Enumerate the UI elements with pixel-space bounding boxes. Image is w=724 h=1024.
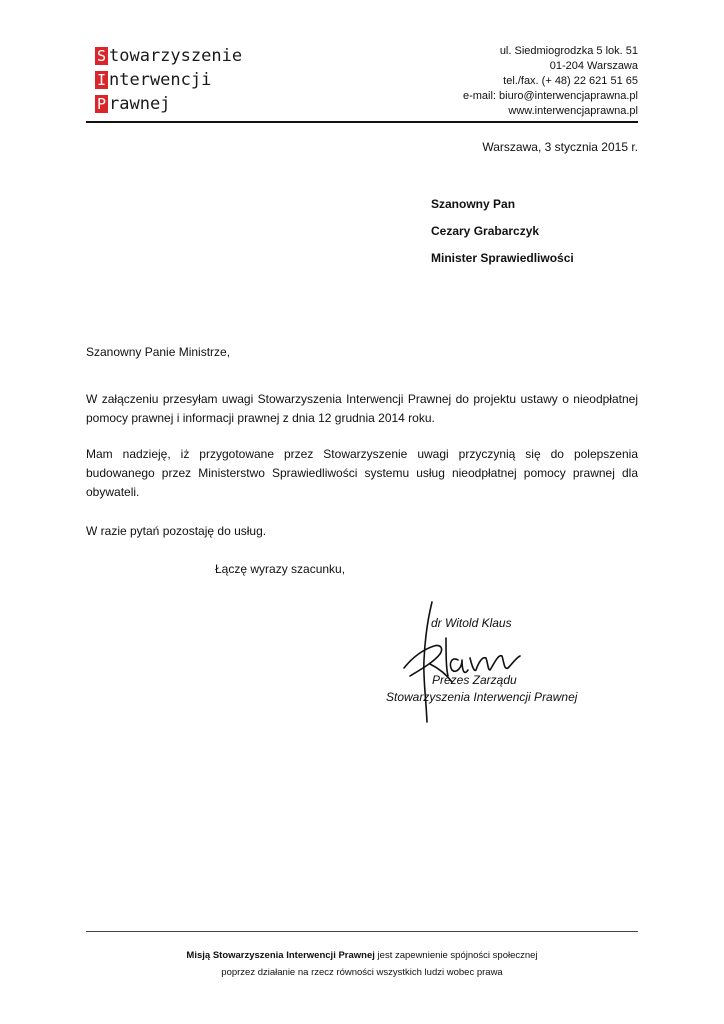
recipient-title: Minister Sprawiedliwości (431, 251, 574, 265)
logo-initial-p: P (96, 95, 107, 113)
recipient-greeting: Szanowny Pan (431, 197, 516, 211)
signatory-name: dr Witold Klaus (431, 616, 512, 630)
footer-org-bold: Misją Stowarzyszenia Interwencji Prawnej (186, 950, 375, 961)
logo-text-2: nterwencji (109, 70, 212, 90)
signatory-organization: Stowarzyszenia Interwencji Prawnej (386, 690, 578, 704)
recipient-name: Cezary Grabarczyk (431, 224, 540, 238)
footer-line-2: poprzez działanie na rzecz równości wszystkich ludzi wobec prawa (221, 967, 503, 978)
salutation: Szanowny Panie Ministrze, (86, 345, 231, 359)
footer-mission (86, 947, 638, 981)
contact-address: ul. Siedmiogrodzka 5 lok. 51 (499, 45, 638, 57)
contact-website: www.interwencjaprawna.pl (508, 105, 638, 117)
logo-text-3: rawnej (109, 94, 171, 114)
closing-line: Łączę wyrazy szacunku, (215, 562, 346, 576)
organization-logo (95, 44, 242, 116)
letter-date: Warszawa, 3 stycznia 2015 r. (482, 140, 638, 154)
logo-initial-s: S (96, 47, 107, 65)
recipient-block (431, 191, 574, 272)
body-paragraph-2: Mam nadzieję, iż przygotowane przez Stowarzyszenie uwagi przyczynią się do polepszenia budowanego przez Ministerstwo Sprawiedliwości systemu usług nieodpłatnej pomocy prawnej dla obywateli. (86, 447, 638, 499)
logo-line-1 (95, 44, 242, 68)
contact-email: e-mail: biuro@interwencjaprawna.pl (462, 90, 638, 102)
logo-line-2 (95, 68, 242, 92)
signatory-role: Prezes Zarządu (432, 673, 517, 687)
footer-line-1 (86, 947, 638, 964)
logo-text-1: towarzyszenie (109, 46, 243, 66)
body-paragraph-3: W razie pytań pozostaję do usług. (86, 524, 267, 538)
handwritten-signature (400, 598, 540, 728)
contact-phone: tel./fax. (+ 48) 22 621 51 65 (503, 75, 638, 87)
footer-line-1-rest: jest zapewnienie spójności społecznej (374, 950, 538, 961)
body-paragraph-1: W załączeniu przesyłam uwagi Stowarzyszenia Interwencji Prawnej do projektu ustawy o nieodpłatnej pomocy prawnej i informacji prawnej z dnia 12 grudnia 2014 roku. (86, 392, 638, 425)
logo-line-3 (95, 92, 242, 116)
contact-city: 01-204 Warszawa (549, 60, 638, 72)
logo-initial-i: I (96, 71, 107, 89)
header-divider (86, 121, 638, 123)
contact-block (463, 44, 638, 119)
footer-divider (86, 931, 638, 932)
